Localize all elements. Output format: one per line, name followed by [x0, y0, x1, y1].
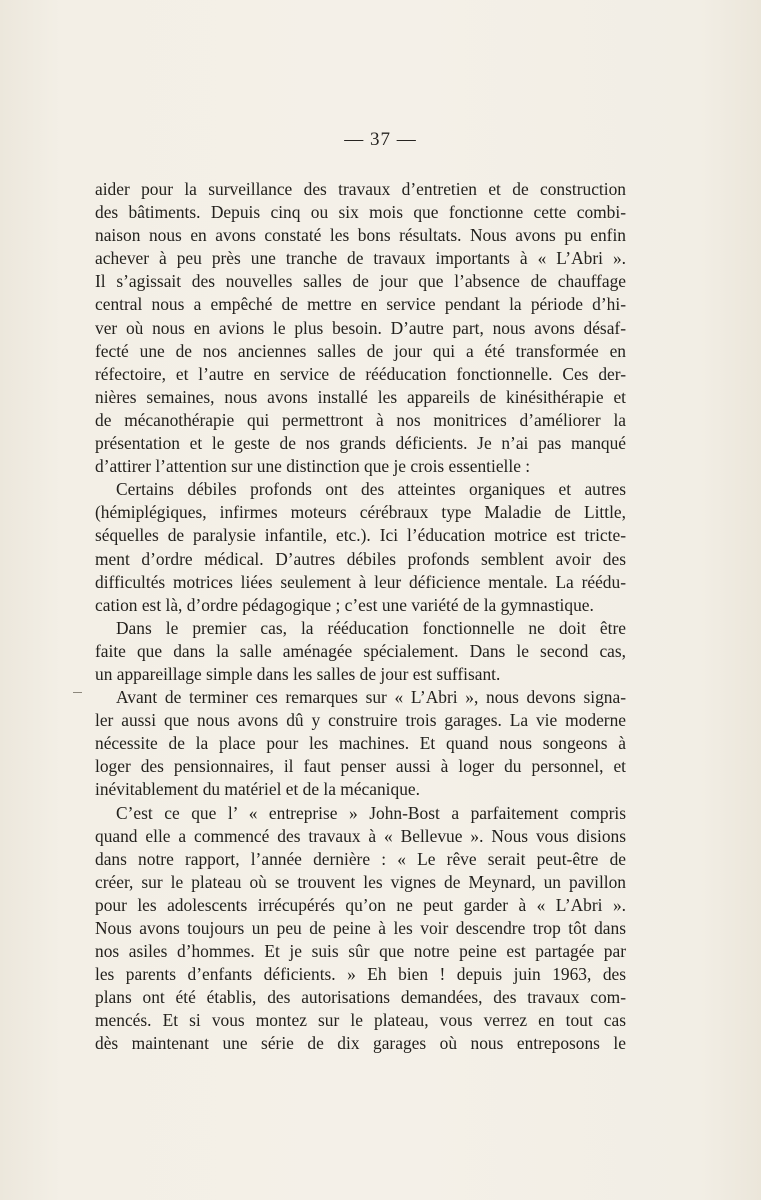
text-line: central nous a empêché de mettre en service pendant la période d’hi- [95, 294, 626, 315]
text-line: présentation et le geste de nos grands déficients. Je n’ai pas manqué [95, 433, 626, 454]
text-line: un appareillage simple dans les salles de jour est suffisant. [95, 663, 501, 684]
text-line: (hémiplégiques, infirmes moteurs cérébraux type Maladie de Little, [95, 502, 626, 523]
text-line: séquelles de paralysie infantile, etc.). Ici l’éducation motrice est tricte- [95, 525, 626, 546]
text-line: d’attirer l’attention sur une distinction que je crois essentielle : [95, 456, 531, 477]
text-line: nières semaines, nous avons installé les appareils de kinésithérapie et [95, 386, 626, 407]
text-line: achever à peu près une tranche de travaux importants à « L’Abri ». [95, 248, 626, 269]
text-line: inévitablement du matériel et de la mécanique. [95, 779, 420, 800]
text-line: ler aussi que nous avons dû y construire trois garages. La vie moderne [95, 710, 626, 731]
text-line: dans notre rapport, l’année dernière : « Le rêve serait peut-être de [95, 848, 626, 869]
text-line: naison nous en avons constaté les bons résultats. Nous avons pu enfin [95, 225, 626, 246]
text-line: aider pour la surveillance des travaux d’entretien et de construction [95, 179, 626, 199]
text-line: les parents d’enfants déficients. » Eh bien ! depuis juin 1963, des [95, 964, 626, 985]
text-line: ment d’ordre médical. D’autres débiles profonds semblent avoir des [95, 548, 626, 569]
text-line: plans ont été établis, des autorisations demandées, des travaux com- [95, 987, 626, 1008]
text-line: réfectoire, et l’autre en service de rééducation fonctionnelle. Ces der- [95, 363, 626, 384]
text-line: fecté une de nos anciennes salles de jour qui a été transformée en [95, 340, 626, 361]
paragraph-start-line: Certains débiles profonds ont des atteintes organiques et autres [116, 479, 626, 500]
paragraph-start-line: Dans le premier cas, la rééducation fonctionnelle ne doit être [116, 617, 626, 638]
text-line: loger des pensionnaires, il faut penser aussi à loger du personnel, et [95, 756, 626, 777]
text-line: des bâtiments. Depuis cinq ou six mois que fonctionne cette combi- [95, 202, 626, 223]
text-line: Nous avons toujours un peu de peine à les voir descendre trop tôt dans [95, 918, 626, 938]
text-line: Il s’agissait des nouvelles salles de jour que l’absence de chauffage [95, 271, 626, 292]
page-number: — 37 — [344, 129, 417, 150]
text-line: créer, sur le plateau où se trouvent les vignes de Meynard, un pavillon [95, 871, 626, 892]
text-line: mencés. Et si vous montez sur le plateau, vous verrez en tout cas [95, 1010, 626, 1031]
text-line: dès maintenant une série de dix garages où nous entreposons le [95, 1033, 626, 1054]
text-line: de mécanothérapie qui permettront à nos monitrices d’améliorer la [95, 409, 626, 430]
body-text [95, 178, 626, 1056]
text-line: pour les adolescents irrécupérés qu’on ne peut garder à « L’Abri ». [95, 894, 626, 915]
paragraph-start-line: Avant de terminer ces remarques sur « L’Abri », nous devons signa- [116, 687, 626, 708]
paragraph-start-line: C’est ce que l’ « entreprise » John-Bost a parfaitement compris [116, 802, 626, 823]
text-line: nos asiles d’hommes. Et je suis sûr que notre peine est partagée par [95, 941, 626, 962]
text-line: quand elle a commencé des travaux à « Bellevue ». Nous vous disions [95, 825, 626, 846]
margin-mark [73, 692, 82, 693]
text-line: ver où nous en avions le plus besoin. D’autre part, nous avons désaf- [95, 317, 626, 338]
text-line: nécessite de la place pour les machines. Et quand nous songeons à [95, 733, 626, 754]
text-line: difficultés motrices liées seulement à leur déficience mentale. La réédu- [95, 571, 626, 592]
text-line: faite que dans la salle aménagée spécialement. Dans le second cas, [95, 640, 626, 661]
text-line: cation est là, d’ordre pédagogique ; c’est une variété de la gymnastique. [95, 594, 594, 615]
